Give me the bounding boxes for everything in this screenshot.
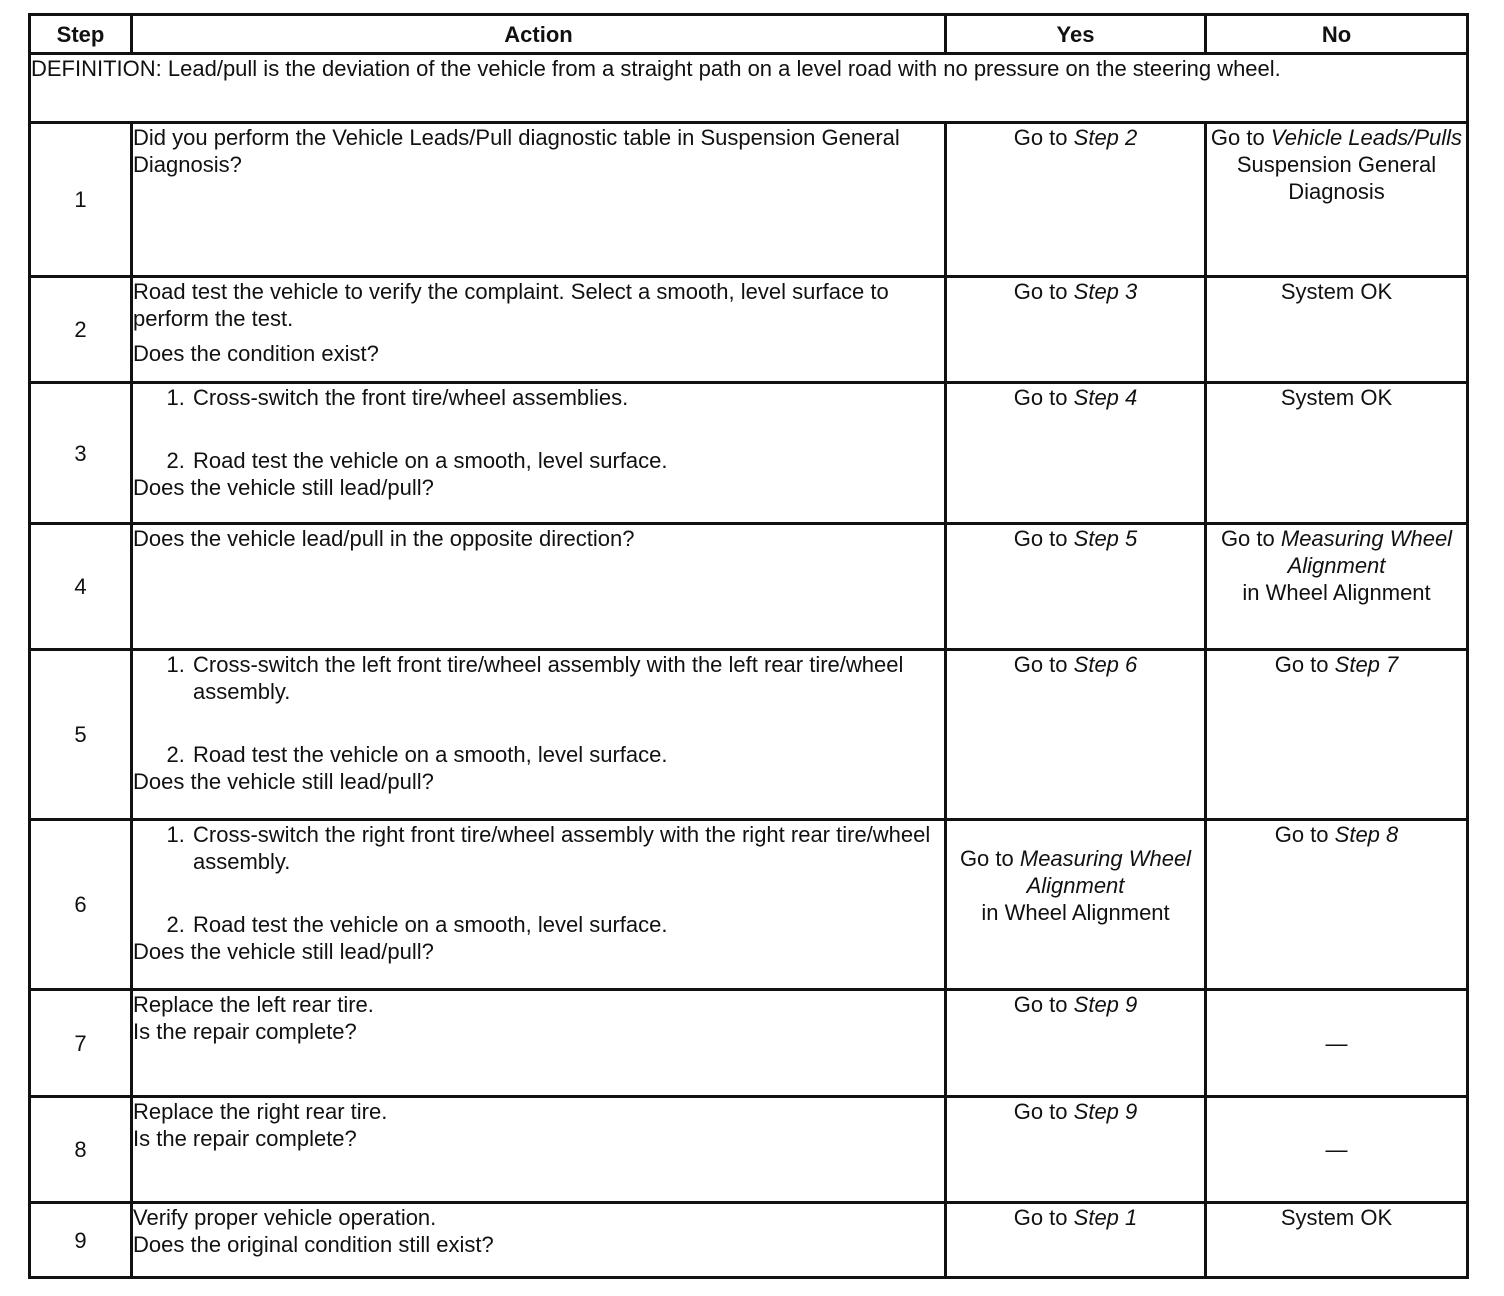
go-to-text: Go to <box>1013 125 1068 150</box>
definition-row <box>30 54 1468 123</box>
go-to-text: Go to <box>1274 652 1329 677</box>
go-to-text: Go to <box>1013 279 1068 304</box>
action-cell <box>132 524 946 650</box>
action-text: Replace the left rear tire. <box>133 992 374 1017</box>
action-question: Does the vehicle still lead/pull? <box>133 769 434 794</box>
diagnostic-table <box>28 13 1469 1279</box>
action-question: Does the vehicle still lead/pull? <box>133 475 434 500</box>
yes-cell <box>946 123 1206 277</box>
go-to-text: Go to <box>1013 1099 1068 1124</box>
step-number: 7 <box>30 990 132 1097</box>
yes-cell <box>946 820 1206 990</box>
no-link-step-8[interactable]: Step 8 <box>1334 822 1399 847</box>
table-row-step-2 <box>30 277 1468 383</box>
yes-cell <box>946 990 1206 1097</box>
go-to-text: Go to <box>959 846 1014 871</box>
action-cell <box>132 123 946 277</box>
table-row-step-8 <box>30 1097 1468 1203</box>
go-to-text: Go to <box>1013 652 1068 677</box>
no-cell <box>1206 383 1468 524</box>
go-to-text: Go to <box>1210 125 1265 150</box>
yes-cell <box>946 1097 1206 1203</box>
no-result-dash: — <box>1325 1030 1348 1056</box>
go-to-text: Go to <box>1220 526 1275 551</box>
action-list <box>133 651 944 768</box>
yes-link-suffix: in Wheel Alignment <box>981 900 1170 925</box>
action-cell <box>132 650 946 820</box>
go-to-text: Go to <box>1013 385 1068 410</box>
no-cell <box>1206 990 1468 1097</box>
yes-link-step-1[interactable]: Step 1 <box>1073 1205 1138 1230</box>
action-list <box>133 821 944 938</box>
list-item: 2. Road test the vehicle on a smooth, level surface. <box>191 447 944 474</box>
action-cell <box>132 1097 946 1203</box>
definition-text: DEFINITION: Lead/pull is the deviation of the vehicle from a straight path on a level road with no pressure on the steering wheel. <box>30 54 1468 123</box>
action-text: Does the vehicle lead/pull in the opposite direction? <box>133 526 635 551</box>
no-cell <box>1206 650 1468 820</box>
step-number: 2 <box>30 277 132 383</box>
list-item: 1. Cross-switch the front tire/wheel assemblies. <box>191 384 944 411</box>
action-question: Does the vehicle still lead/pull? <box>133 939 434 964</box>
no-result: System OK <box>1280 385 1393 410</box>
action-text: Road test the vehicle to verify the complaint. Select a smooth, level surface to perform the test. <box>133 279 889 331</box>
no-result: System OK <box>1280 1205 1393 1230</box>
step-number: 5 <box>30 650 132 820</box>
action-cell <box>132 277 946 383</box>
no-cell <box>1206 524 1468 650</box>
yes-link-step-9[interactable]: Step 9 <box>1073 1099 1138 1124</box>
list-item: 2. Road test the vehicle on a smooth, level surface. <box>191 911 944 938</box>
yes-link-step-9[interactable]: Step 9 <box>1073 992 1138 1017</box>
step-number: 6 <box>30 820 132 990</box>
list-item: 2. Road test the vehicle on a smooth, level surface. <box>191 741 944 768</box>
yes-link-step-2[interactable]: Step 2 <box>1073 125 1138 150</box>
no-cell <box>1206 820 1468 990</box>
list-item: 1. Cross-switch the right front tire/wheel assembly with the right rear tire/wheel assembly. <box>191 821 944 875</box>
yes-cell <box>946 650 1206 820</box>
action-question: Is the repair complete? <box>133 1019 357 1044</box>
header-step: Step <box>30 15 132 54</box>
no-link-measuring-wheel-alignment[interactable]: Measuring Wheel Alignment <box>1280 526 1453 578</box>
header-action: Action <box>132 15 946 54</box>
action-cell <box>132 820 946 990</box>
header-no: No <box>1206 15 1468 54</box>
yes-link-step-3[interactable]: Step 3 <box>1073 279 1138 304</box>
yes-link-step-4[interactable]: Step 4 <box>1073 385 1138 410</box>
table-row-step-4 <box>30 524 1468 650</box>
go-to-text: Go to <box>1274 822 1329 847</box>
go-to-text: Go to <box>1013 992 1068 1017</box>
header-yes: Yes <box>946 15 1206 54</box>
action-text: Verify proper vehicle operation. <box>133 1205 437 1230</box>
table-row-step-3 <box>30 383 1468 524</box>
yes-cell <box>946 524 1206 650</box>
no-link-vehicle-leads-pulls[interactable]: Vehicle Leads/Pulls <box>1270 125 1463 150</box>
step-number: 3 <box>30 383 132 524</box>
yes-link-measuring-wheel-alignment[interactable]: Measuring Wheel Alignment <box>1019 846 1192 898</box>
table-row-step-5 <box>30 650 1468 820</box>
table-row-step-7 <box>30 990 1468 1097</box>
go-to-text: Go to <box>1013 526 1068 551</box>
action-cell <box>132 1203 946 1278</box>
step-number: 9 <box>30 1203 132 1278</box>
step-number: 8 <box>30 1097 132 1203</box>
no-result-dash: — <box>1325 1137 1348 1162</box>
action-question: Does the original condition still exist? <box>133 1232 494 1257</box>
go-to-text: Go to <box>1013 1205 1068 1230</box>
yes-cell <box>946 277 1206 383</box>
yes-cell <box>946 383 1206 524</box>
header-row <box>30 15 1468 54</box>
step-number: 4 <box>30 524 132 650</box>
action-cell <box>132 990 946 1097</box>
action-cell <box>132 383 946 524</box>
table-row-step-6 <box>30 820 1468 990</box>
action-text: Replace the right rear tire. <box>133 1099 388 1124</box>
no-cell <box>1206 1203 1468 1278</box>
no-link-suffix: Suspension General Diagnosis <box>1236 152 1437 204</box>
step-number: 1 <box>30 123 132 277</box>
action-question: Does the condition exist? <box>133 341 379 366</box>
no-cell <box>1206 277 1468 383</box>
yes-cell <box>946 1203 1206 1278</box>
yes-link-step-5[interactable]: Step 5 <box>1073 526 1138 551</box>
table-row-step-9 <box>30 1203 1468 1278</box>
no-link-suffix: in Wheel Alignment <box>1242 580 1431 605</box>
yes-link-step-6[interactable]: Step 6 <box>1073 652 1138 677</box>
no-cell <box>1206 123 1468 277</box>
no-link-step-7[interactable]: Step 7 <box>1334 652 1399 677</box>
action-text: Did you perform the Vehicle Leads/Pull diagnostic table in Suspension General Diagnosis? <box>133 125 900 177</box>
list-item: 1. Cross-switch the left front tire/wheel assembly with the left rear tire/wheel assembly. <box>191 651 944 705</box>
action-list <box>133 384 944 474</box>
no-cell <box>1206 1097 1468 1203</box>
action-question: Is the repair complete? <box>133 1126 357 1151</box>
no-result: System OK <box>1280 279 1393 304</box>
table-row-step-1 <box>30 123 1468 277</box>
